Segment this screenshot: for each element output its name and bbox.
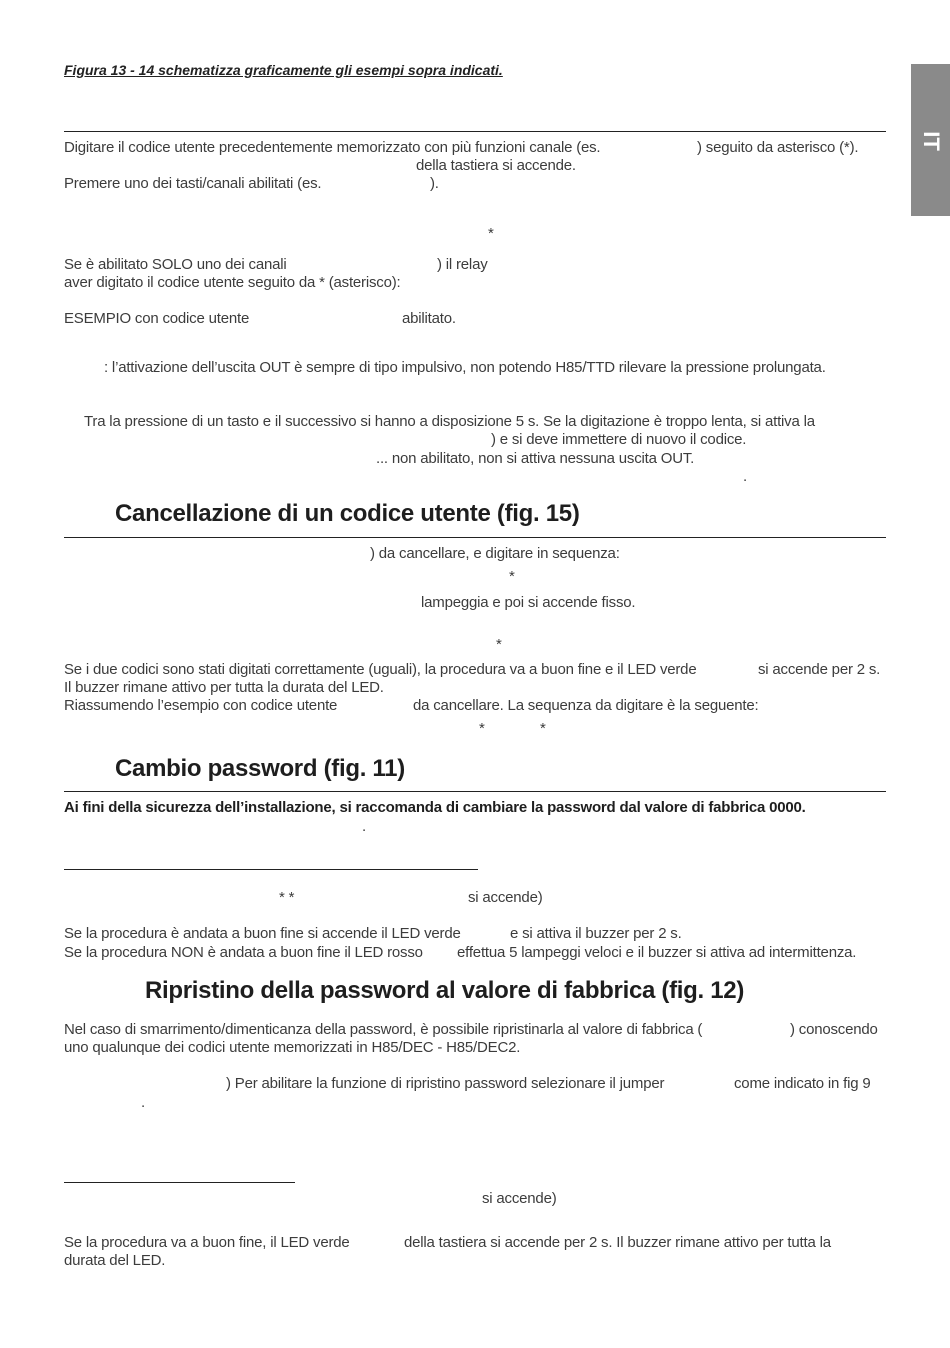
section-heading: Cambio password (fig. 11) xyxy=(115,755,405,782)
text-line: ... non abilitato, non si attiva nessuna uscita OUT. xyxy=(376,450,695,467)
section-rule-1 xyxy=(64,131,886,132)
text-line: abilitato. xyxy=(402,310,456,327)
figure-caption: Figura 13 - 14 schematizza graficamente gli esempi sopra indicati. xyxy=(64,62,503,78)
step-rule xyxy=(64,869,478,870)
text-line: * xyxy=(496,636,502,653)
text-line: durata del LED. xyxy=(64,1252,166,1269)
text-line: ) e si deve immettere di nuovo il codice. xyxy=(491,431,747,448)
text-line: Tra la pressione di un tasto e il successivo si hanno a disposizione 5 s. Se la digitazione è troppo lenta, si attiva la xyxy=(84,413,815,430)
text-line: Nel caso di smarrimento/dimenticanza della password, è possibile ripristinarla al valore di fabbrica ( xyxy=(64,1021,703,1038)
text-line: e si attiva il buzzer per 2 s. xyxy=(510,925,682,942)
warning-text: Ai fini della sicurezza dell’installazione, si raccomanda di cambiare la password dal valore di fabbrica 0000. xyxy=(64,799,806,816)
text-line: * xyxy=(540,720,546,737)
text-line: della tastiera si accende. xyxy=(416,157,576,174)
section-heading: Ripristino della password al valore di fabbrica (fig. 12) xyxy=(145,977,745,1004)
text-line: Se è abilitato SOLO uno dei canali xyxy=(64,256,287,273)
text-line: da cancellare. La sequenza da digitare è la seguente: xyxy=(413,697,759,714)
text-line: * xyxy=(479,720,485,737)
text-line: ) seguito da asterisco (*). xyxy=(697,139,859,156)
section-heading: Cancellazione di un codice utente (fig. 15) xyxy=(115,500,580,527)
language-tab-label: IT xyxy=(919,131,944,151)
text-line: Riassumendo l’esempio con codice utente xyxy=(64,697,338,714)
section-rule-2 xyxy=(64,537,886,538)
text-line: Se i due codici sono stati digitati correttamente (uguali), la procedura va a buon fine e il LED verde xyxy=(64,661,697,678)
text-line: ) il relay xyxy=(437,256,488,273)
text-line: uno qualunque dei codici utente memorizzati in H85/DEC - H85/DEC2. xyxy=(64,1039,521,1056)
text-line: aver digitato il codice utente seguito da * (asterisco): xyxy=(64,274,401,291)
text-line: ) da cancellare, e digitare in sequenza: xyxy=(370,545,620,562)
text-line: si accende) xyxy=(468,889,543,906)
text-line: Premere uno dei tasti/canali abilitati (es. xyxy=(64,175,322,192)
text-line: * xyxy=(488,225,494,242)
text-line: : l’attivazione dell’uscita OUT è sempre di tipo impulsivo, non potendo H85/TTD rilevare la pressione prolungata. xyxy=(104,359,826,376)
text-line: Se la procedura è andata a buon fine si accende il LED verde xyxy=(64,925,461,942)
step-rule xyxy=(64,1182,295,1183)
text-line: Digitare il codice utente precedentemente memorizzato con più funzioni canale (es. xyxy=(64,139,601,156)
text-line: si accende) xyxy=(482,1190,557,1207)
text-line: * xyxy=(509,568,515,585)
text-line: Se la procedura va a buon fine, il LED verde xyxy=(64,1234,350,1251)
text-line: lampeggia e poi si accende fisso. xyxy=(421,594,636,611)
text-line: . xyxy=(141,1094,145,1111)
text-line: Il buzzer rimane attivo per tutta la durata del LED. xyxy=(64,679,384,696)
text-line: effettua 5 lampeggi veloci e il buzzer si attiva ad intermittenza. xyxy=(457,944,857,961)
text-line: ) Per abilitare la funzione di ripristino password selezionare il jumper xyxy=(226,1075,665,1092)
text-line: come indicato in fig 9 xyxy=(734,1075,871,1092)
language-tab xyxy=(911,64,950,216)
text-line: ) conoscendo xyxy=(790,1021,878,1038)
text-line: * * xyxy=(279,889,295,906)
text-line: ESEMPIO con codice utente xyxy=(64,310,250,327)
text-line: . xyxy=(743,468,747,485)
section-rule-3 xyxy=(64,791,886,792)
text-line: ). xyxy=(430,175,439,192)
text-line: Se la procedura NON è andata a buon fine il LED rosso xyxy=(64,944,423,961)
text-line: della tastiera si accende per 2 s. Il buzzer rimane attivo per tutta la xyxy=(404,1234,831,1251)
text-line: . xyxy=(362,818,366,835)
text-line: si accende per 2 s. xyxy=(758,661,881,678)
